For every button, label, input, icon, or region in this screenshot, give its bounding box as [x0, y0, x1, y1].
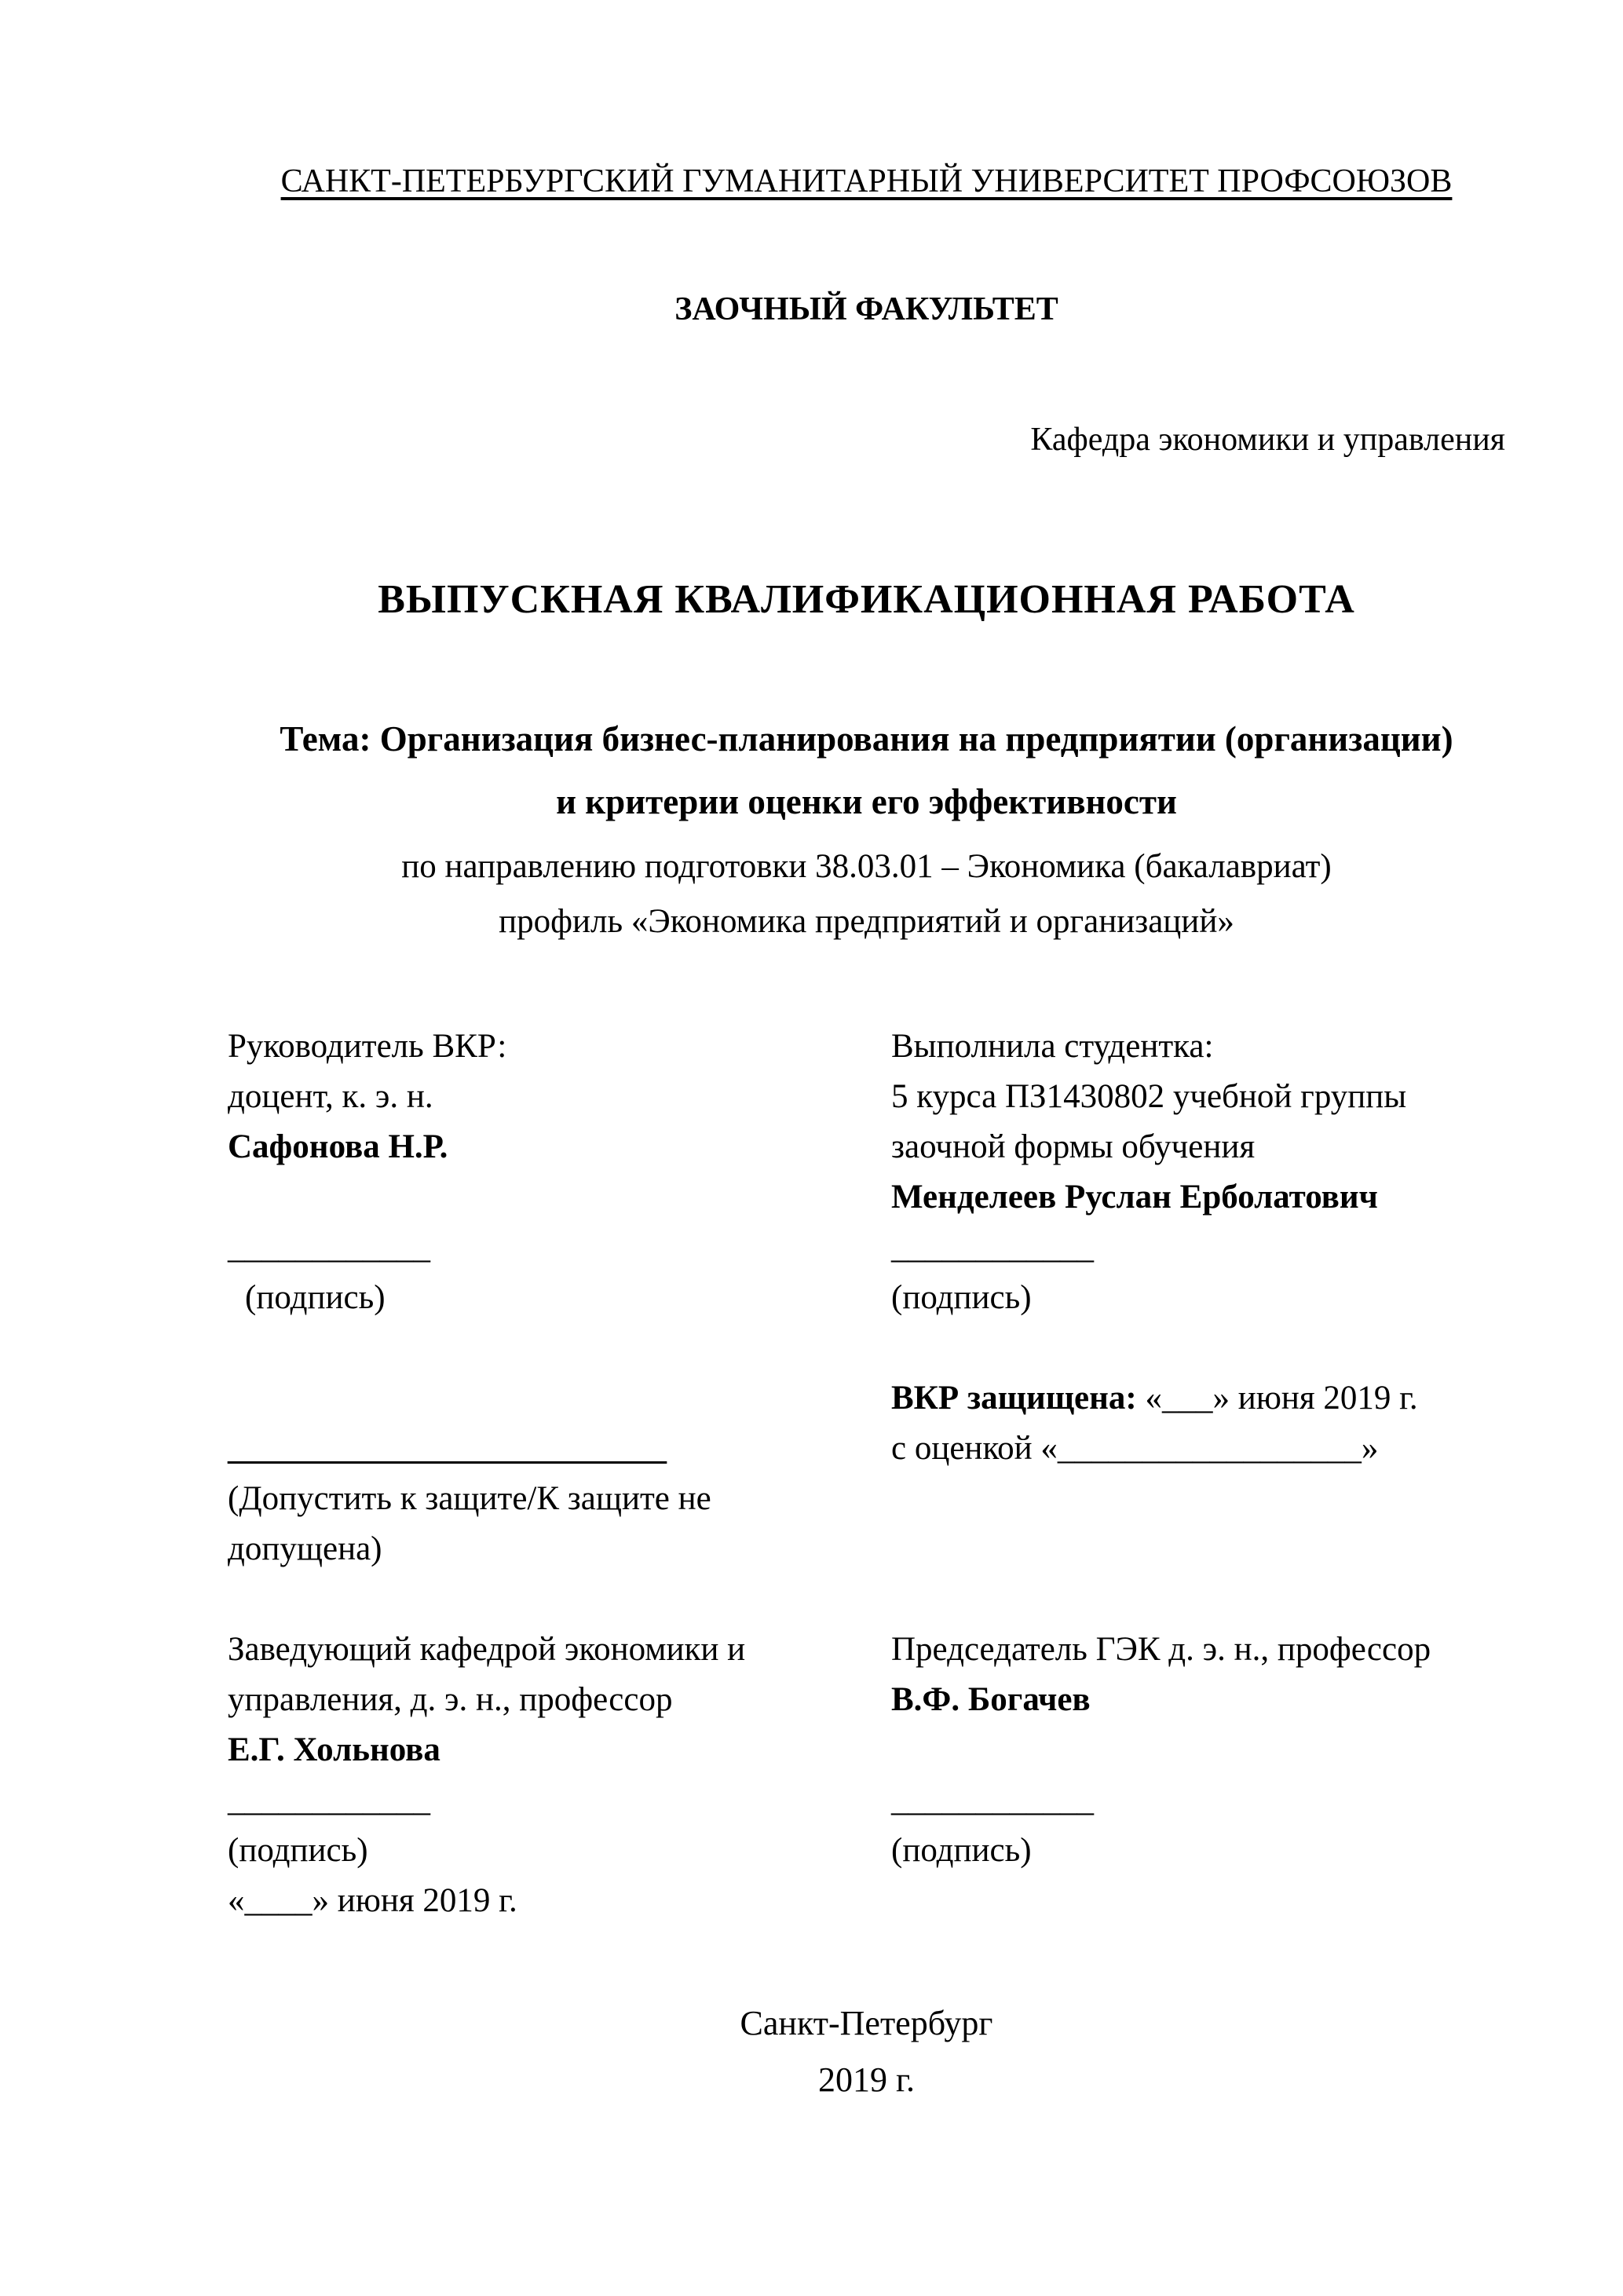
student-form: заочной формы обучения [891, 1128, 1256, 1165]
faculty-name: ЗАОЧНЫЙ ФАКУЛЬТЕТ [674, 291, 1058, 327]
thesis-theme-line2: и критерии оценки его эффективности [556, 781, 1177, 821]
department-head-signature-caption: (подпись) [228, 1831, 368, 1869]
student-column [891, 1022, 1505, 1926]
supervisor-signature-line: ____________ [228, 1228, 430, 1266]
blank-line [228, 1323, 891, 1373]
department-name: Кафедра экономики и управления [1030, 421, 1505, 458]
blank-line [228, 1373, 891, 1424]
signatures-section [228, 1022, 1505, 1926]
department-head-title-line1: Заведующий кафедрой экономики и [228, 1630, 746, 1668]
department-head-date-line: «____» июня 2019 г. [228, 1881, 517, 1919]
blank-line [891, 1323, 1505, 1373]
admission-caption-line2: допущена) [228, 1530, 382, 1567]
thesis-theme-line1: Тема: Организация бизнес-планирования на предприятии (организации) [280, 718, 1453, 759]
supervisor-signature-caption: (подпись) [245, 1278, 386, 1316]
defense-date-label: ВКР защищена: [891, 1379, 1137, 1417]
footer-city: Санкт-Петербург [740, 2003, 993, 2042]
student-signature-caption: (подпись) [891, 1278, 1032, 1316]
student-label: Выполнила студентка: [891, 1027, 1214, 1065]
defense-date-line [891, 1373, 1505, 1424]
gec-chairman-signature-line: ____________ [891, 1781, 1094, 1819]
supervisor-degree: доцент, к. э. н. [228, 1077, 433, 1115]
blank-line [891, 1725, 1505, 1775]
admission-caption-line1: (Допустить к защите/К защите не [228, 1479, 711, 1517]
footer [228, 1995, 1505, 2108]
university-name: САНКТ-ПЕТЕРБУРГСКИЙ ГУМАНИТАРНЫЙ УНИВЕРСИТЕТ ПРОФСОЮЗОВ [280, 163, 1453, 199]
blank-line [891, 1524, 1505, 1574]
admission-signature-line: __________________________ [228, 1429, 667, 1467]
program-info [228, 839, 1505, 949]
supervisor-column [228, 1022, 891, 1926]
thesis-theme [228, 707, 1505, 833]
profile-line: профиль «Экономика предприятий и организаций» [499, 902, 1234, 940]
department-head-signature-line: ____________ [228, 1781, 430, 1819]
blank-line [228, 1172, 891, 1223]
footer-year: 2019 г. [817, 2060, 916, 2099]
supervisor-name: Сафонова Н.Р. [228, 1128, 448, 1165]
blank-line [891, 1474, 1505, 1524]
direction-line: по направлению подготовки 38.03.01 – Экономика (бакалавриат) [401, 847, 1332, 885]
gec-chairman-title: Председатель ГЭК д. э. н., профессор [891, 1630, 1431, 1668]
student-group: 5 курса ПЗ1430802 учебной группы [891, 1077, 1407, 1115]
student-signature-line: ____________ [891, 1228, 1094, 1266]
supervisor-label: Руководитель ВКР: [228, 1027, 507, 1065]
gec-chairman-name: В.Ф. Богачев [891, 1680, 1091, 1718]
blank-line [891, 1574, 1505, 1625]
work-type-title: ВЫПУСКНАЯ КВАЛИФИКАЦИОННАЯ РАБОТА [378, 576, 1355, 622]
student-name: Менделеев Руслан Ерболатович [891, 1178, 1378, 1216]
gec-chairman-signature-caption: (подпись) [891, 1831, 1032, 1869]
department-head-name: Е.Г. Хольнова [228, 1731, 440, 1768]
defense-grade-line: с оценкой «__________________» [891, 1429, 1379, 1467]
defense-date-value: «___» июня 2019 г. [1136, 1379, 1418, 1417]
blank-line [228, 1574, 891, 1625]
department-head-title-line2: управления, д. э. н., профессор [228, 1680, 673, 1718]
